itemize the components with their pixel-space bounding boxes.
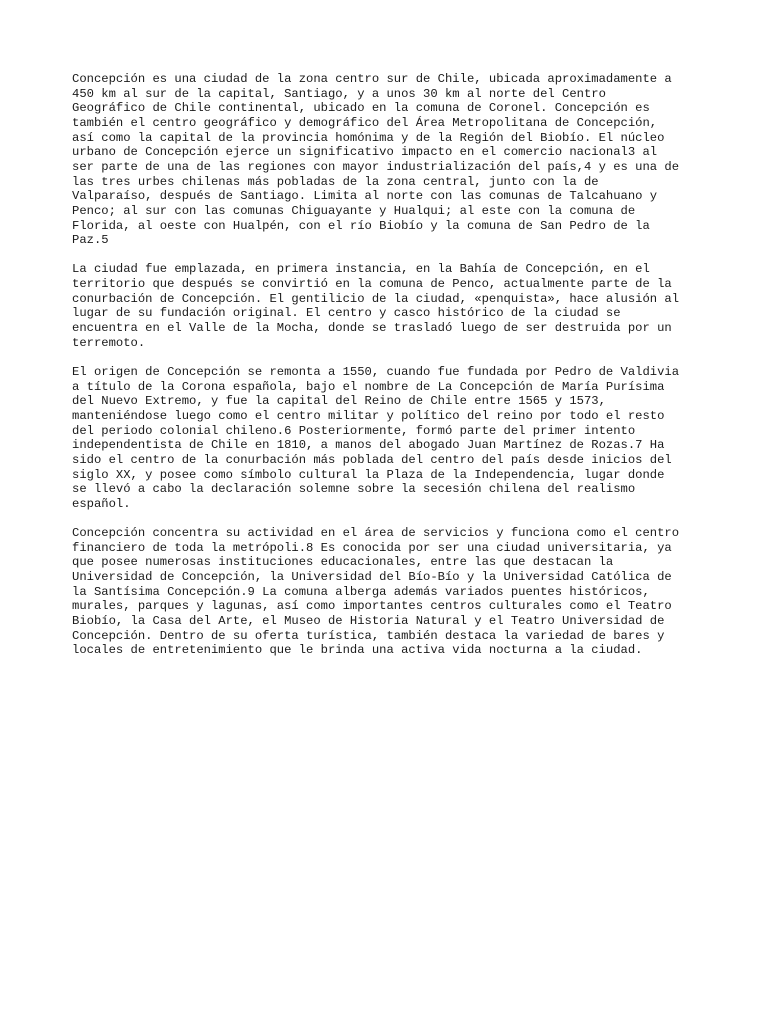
paragraph-3: El origen de Concepción se remonta a 1550, cuando fue fundada por Pedro de Valdivia a título de la Corona española, bajo el nombre de La Concepción de María Purísima del Nuevo Extremo, y fue la capital del Reino de Chile entre 1565 y 1573, manteniéndose luego como el centro militar y político del reino por todo el resto del periodo colonial chileno.6 Posteriormente, formó parte del primer intento independentista de Chile en 1810, a manos del abogado Juan Martínez de Rozas.7 Ha sido el centro de la conurbación más poblada del centro del país desde inicios del siglo XX, y posee como símbolo cultural la Plaza de la Independencia, lugar donde se llevó a cabo la declaración solemne sobre la secesión chilena del realismo español. — [72, 365, 680, 511]
paragraph-1: Concepción es una ciudad de la zona centro sur de Chile, ubicada aproximadamente a 450 km al sur de la capital, Santiago, y a unos 30 km al norte del Centro Geográfico de Chile continental, ubicado en la comuna de Coronel. Concepción es también el centro geográfico y demográfico del Área Metropolitana de Concepción, así como la capital de la provincia homónima y de la Región del Biobío. El núcleo urbano de Concepción ejerce un significativo impacto en el comercio nacional3 al ser parte de una de las regiones con mayor industrialización del país,4 y es una de las tres urbes chilenas más pobladas de la zona central, junto con la de Valparaíso, después de Santiago. Limita al norte con las comunas de Talcahuano y Penco; al sur con las comunas Chiguayante y Hualqui; al este con la comuna de Florida, al oeste con Hualpén, con el río Biobío y la comuna de San Pedro de la Paz.5 — [72, 72, 680, 248]
paragraph-2: La ciudad fue emplazada, en primera instancia, en la Bahía de Concepción, en el territorio que después se convirtió en la comuna de Penco, actualmente parte de la conurbación de Concepción. El gentilicio de la ciudad, «penquista», hace alusión al lugar de su fundación original. El centro y casco histórico de la ciudad se encuentra en el Valle de la Mocha, donde se trasladó luego de ser destruida por un terremoto. — [72, 262, 680, 350]
paragraph-4: Concepción concentra su actividad en el área de servicios y funciona como el centro financiero de toda la metrópoli.8 Es conocida por ser una ciudad universitaria, ya que posee numerosas instituciones educacionales, entre las que destacan la Universidad de Concepción, la Universidad del Bío-Bío y la Universidad Católica de la Santísima Concepción.9 La comuna alberga además variados puentes históricos, murales, parques y lagunas, así como importantes centros culturales como el Teatro Biobío, la Casa del Arte, el Museo de Historia Natural y el Teatro Universidad de Concepción. Dentro de su oferta turística, también destaca la variedad de bares y locales de entretenimiento que le brinda una activa vida nocturna a la ciudad. — [72, 526, 680, 658]
